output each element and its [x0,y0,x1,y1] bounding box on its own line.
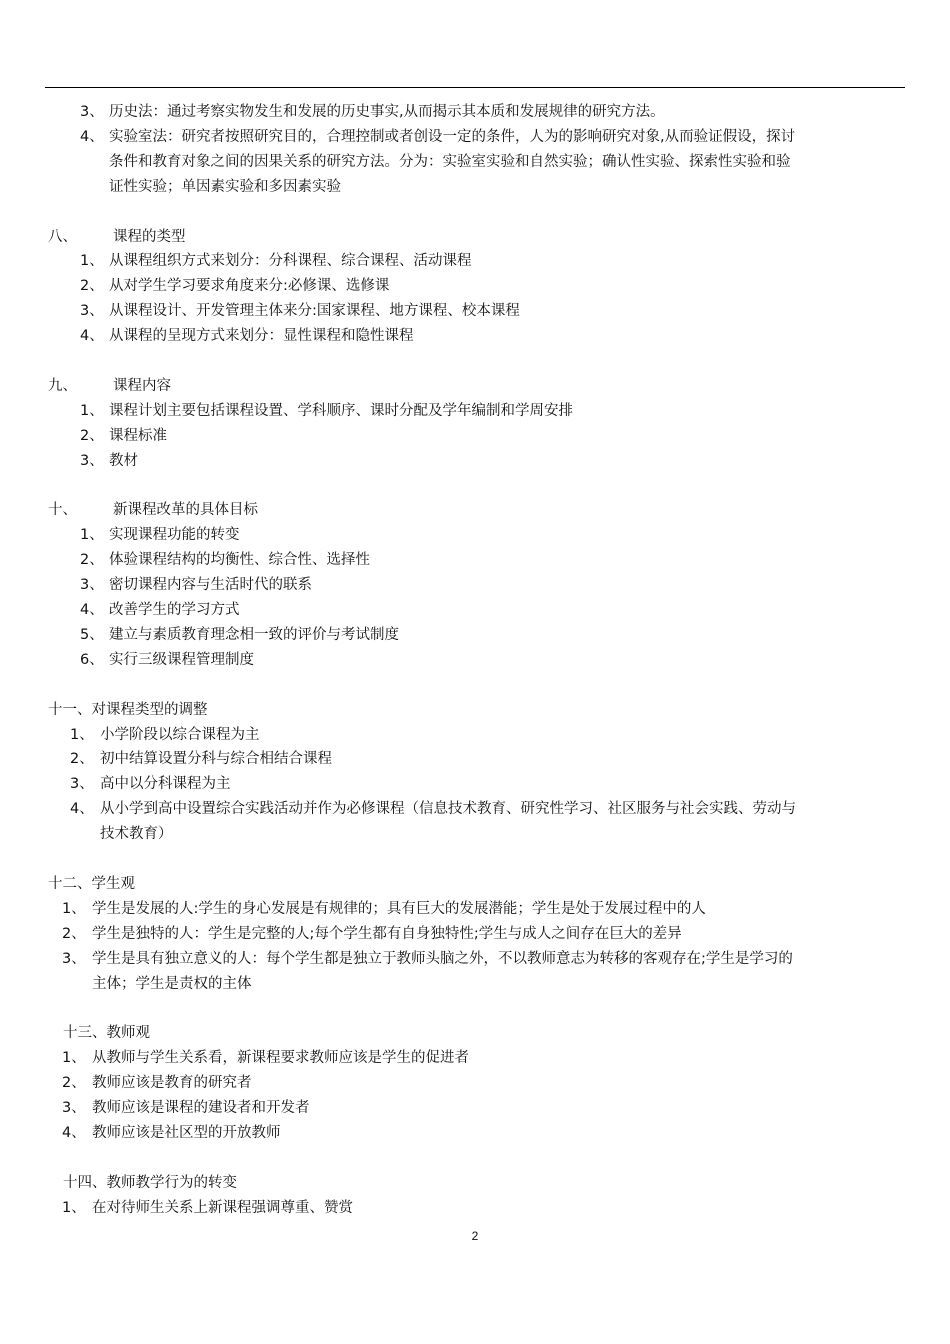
list-item-text: 教师应该是社区型的开放教师 [92,1124,281,1141]
list-item-number: 3、 [80,577,104,594]
heading-text: 十三、教师观 [63,1025,150,1042]
heading-text: 十四、教师教学行为的转变 [63,1174,237,1191]
list-item-text: 在对待师生关系上新课程强调尊重、赞赏 [92,1199,353,1216]
list-item-number: 1、 [62,1050,86,1067]
list-item-text: 学生是具有独立意义的人：每个学生都是独立于教师头脑之外，不以教师意志为转移的客观存在;学生是学习的 [92,950,793,967]
list-item-number: 5、 [80,626,104,643]
list-item-number: 1、 [80,402,104,419]
list-item-number: 3、 [80,303,104,320]
heading-number: 十、 [48,502,77,519]
list-item-text: 从教师与学生关系看，新课程要求教师应该是学生的促进者 [92,1050,469,1067]
list-item-text: 建立与素质教育理念相一致的评价与考试制度 [109,626,399,643]
list-item-text: 体验课程结构的均衡性、综合性、选择性 [109,552,370,569]
list-item-number: 3、 [62,1100,86,1116]
list-item-number: 1、 [80,527,104,544]
list-item-number: 1、 [62,1199,86,1216]
list-item-number: 2、 [80,278,104,295]
heading-text: 课程内容 [113,377,171,394]
list-item-text: 学生是发展的人:学生的身心发展是有规律的；具有巨大的发展潜能；学生是处于发展过程中的人 [92,900,706,917]
heading-text: 新课程改革的具体目标 [113,502,258,519]
list-item-text: 从课程组织方式来划分：分科课程、综合课程、活动课程 [109,253,472,270]
list-item-number: 2、 [62,925,86,942]
list-item-number: 4、 [80,328,104,345]
heading-text: 课程的类型 [113,228,186,245]
list-item-number: 3、 [80,104,104,120]
list-item-number: 4、 [80,128,104,145]
list-item-text: 实行三级课程管理制度 [109,651,254,668]
page-number: 2 [471,1229,479,1243]
list-item-number: 1、 [62,900,86,917]
heading-number: 八、 [48,228,77,245]
list-item-text: 技术教育） [100,826,173,843]
list-item-number: 2、 [62,1075,86,1092]
list-item-text: 改善学生的学习方式 [109,602,240,618]
list-item-number: 3、 [62,950,86,967]
list-item-text: 教师应该是课程的建设者和开发者 [92,1100,310,1116]
list-item-text: 从对学生学习要求角度来分:必修课、选修课 [109,278,390,295]
list-item-number: 4、 [70,801,94,818]
list-item-number: 2、 [80,427,104,444]
header-rule [45,87,905,88]
list-item-text: 教师应该是教育的研究者 [92,1075,252,1092]
list-item-text: 课程标准 [109,427,167,444]
list-item-text: 历史法：通过考察实物发生和发展的历史事实,从而揭示其本质和发展规律的研究方法。 [109,104,665,120]
list-item-text: 从课程设计、开发管理主体来分:国家课程、地方课程、校本课程 [109,303,520,320]
list-item-text: 课程计划主要包括课程设置、学科顺序、课时分配及学年编制和学周安排 [109,402,573,419]
heading-text: 十一、对课程类型的调整 [48,701,208,718]
list-item-text: 实验室法：研究者按照研究目的，合理控制或者创设一定的条件，人为的影响研究对象,从而验证假设，探讨 [109,128,796,145]
list-item-number: 1、 [80,253,104,270]
list-item-text: 条件和教育对象之间的因果关系的研究方法。分为：实验室实验和自然实验；确认性实验、探索性实验和验 [109,153,791,170]
list-item-number: 6、 [80,651,104,668]
list-item-text: 小学阶段以综合课程为主 [100,726,260,743]
list-item-text: 主体；学生是责权的主体 [92,975,252,992]
list-item-number: 4、 [80,602,104,618]
heading-text: 十二、学生观 [48,875,135,892]
list-item-text: 学生是独特的人：学生是完整的人;每个学生都有自身独特性;学生与成人之间存在巨大的差异 [92,925,682,942]
list-item-text: 从课程的呈现方式来划分：显性课程和隐性课程 [109,328,414,345]
list-item-text: 初中结算设置分科与综合相结合课程 [100,751,332,768]
list-item-text: 密切课程内容与生活时代的联系 [109,577,312,594]
list-item-number: 3、 [70,776,94,793]
list-item-text: 高中以分科课程为主 [100,776,231,793]
list-item-number: 1、 [70,726,94,743]
list-item-number: 2、 [80,552,104,569]
heading-number: 九、 [48,377,77,394]
list-item-number: 3、 [80,452,104,469]
list-item-text: 教材 [109,452,138,469]
list-item-number: 2、 [70,751,94,768]
list-item-text: 证性实验；单因素实验和多因素实验 [109,178,341,195]
list-item-number: 4、 [62,1124,86,1141]
list-item-text: 从小学到高中设置综合实践活动并作为必修课程（信息技术教育、研究性学习、社区服务与社会实践、劳动与 [100,801,796,818]
list-item-text: 实现课程功能的转变 [109,527,240,544]
